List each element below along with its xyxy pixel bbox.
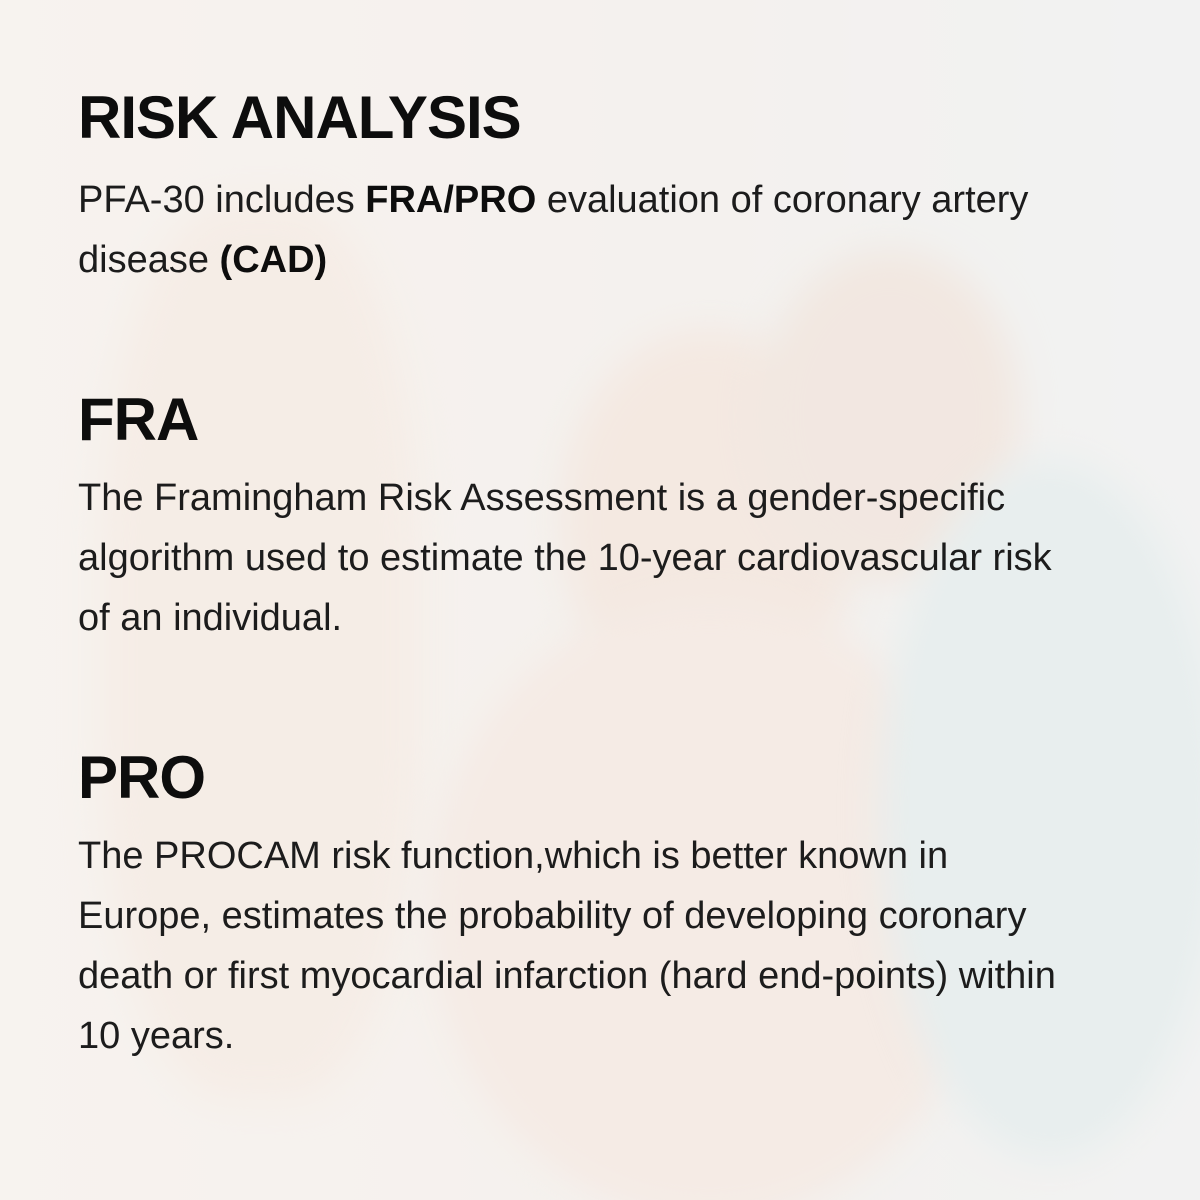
intro-text-bold: FRA/PRO xyxy=(365,179,537,221)
main-content xyxy=(78,80,1078,1066)
intro-text-part: evaluation of coronary artery disease xyxy=(78,179,1029,281)
intro-text-part: PFA-30 includes xyxy=(78,179,366,221)
section-text: The Framingham Risk Assessment is a gender-specific algorithm used to estimate the 10-year cardiovascular risk of an individual. xyxy=(78,477,1052,639)
intro-text xyxy=(78,170,1078,290)
section-heading: FRA xyxy=(78,386,199,453)
section-heading: PRO xyxy=(78,744,206,811)
intro-text-bold: (CAD) xyxy=(219,239,328,281)
page-title: RISK ANALYSIS xyxy=(78,84,521,151)
section-pro xyxy=(78,740,1078,1066)
section-text: The PROCAM risk function,which is better known in Europe, estimates the probability of developing coronary death or first myocardial infarction (hard end-points) within 10 years. xyxy=(78,835,1056,1057)
section-fra xyxy=(78,382,1078,648)
